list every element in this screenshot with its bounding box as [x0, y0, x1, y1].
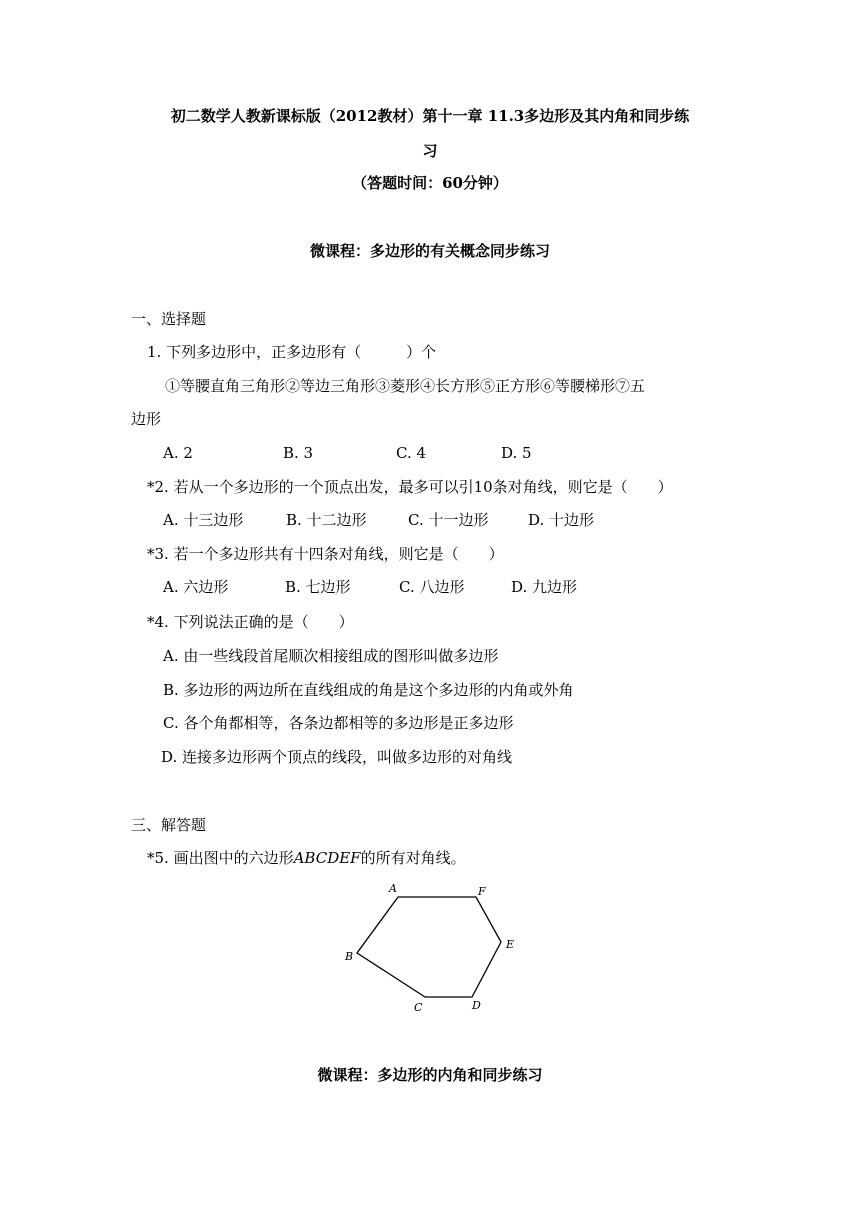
option-b: B. 3 [283, 444, 314, 462]
option-d: D. 十边形 [528, 511, 595, 529]
option-a: A. 六边形 [163, 578, 229, 596]
question-4-option-c: C. 各个角都相等，各条边都相等的多边形是正多边形 [163, 714, 514, 732]
option-a: A. 十三边形 [163, 511, 244, 529]
part-heading-answer: 三、解答题 [131, 816, 207, 834]
hexagon-abcdef [357, 897, 501, 997]
option-c: C. 八边形 [399, 578, 465, 596]
option-b: B. 七边形 [285, 578, 351, 596]
question-4-option-a: A. 由一些线段首尾顺次相接组成的图形叫做多边形 [163, 647, 499, 665]
option-c: C. 十一边形 [408, 511, 489, 529]
section-heading-concepts: 微课程：多边形的有关概念同步练习 [309, 242, 550, 260]
option-c: C. 4 [396, 444, 427, 462]
question-5-suffix: 的所有对角线。 [360, 849, 466, 867]
vertex-label-b: B [345, 950, 354, 963]
vertex-label-e: E [506, 938, 515, 951]
option-d: D. 5 [501, 444, 532, 462]
document-title-line2: 习 [422, 142, 438, 160]
document-title-line1: 初二数学人教新课标版（2012教材）第十一章 11.3多边形及其内角和同步练 [170, 107, 690, 125]
vertex-label-c: C [414, 1001, 423, 1014]
question-4-option-d: D. 连接多边形两个顶点的线段，叫做多边形的对角线 [161, 748, 513, 766]
option-d: D. 九边形 [511, 578, 578, 596]
question-5-prefix: *5. 画出图中的六边形 [147, 849, 294, 867]
answer-time: （答题时间：60分钟） [352, 174, 508, 192]
question-3-stem: *3. 若一个多边形共有十四条对角线，则它是（ ） [147, 545, 504, 563]
vertex-label-f: F [478, 885, 486, 898]
section-heading-interior-angles: 微课程：多边形的内角和同步练习 [317, 1066, 543, 1084]
question-2-stem: *2. 若从一个多边形的一个顶点出发，最多可以引10条对角线，则它是（ ） [147, 478, 673, 496]
question-1-stem: 1. 下列多边形中，正多边形有（ ）个 [147, 343, 437, 361]
vertex-label-d: D [472, 999, 481, 1012]
question-4-option-b: B. 多边形的两边所在直线组成的角是这个多边形的内角或外角 [163, 681, 574, 699]
hexagon-name: ABCDEF [293, 849, 361, 867]
option-a: A. 2 [163, 444, 193, 462]
option-b: B. 十二边形 [286, 511, 367, 529]
question-1-line2: ①等腰直角三角形②等边三角形③菱形④长方形⑤正方形⑥等腰梯形⑦五 [165, 377, 646, 395]
question-4-stem: *4. 下列说法正确的是（ ） [147, 613, 354, 631]
part-heading-choice: 一、选择题 [131, 310, 207, 328]
question-1-line3: 边形 [131, 410, 162, 428]
vertex-label-a: A [389, 882, 397, 895]
